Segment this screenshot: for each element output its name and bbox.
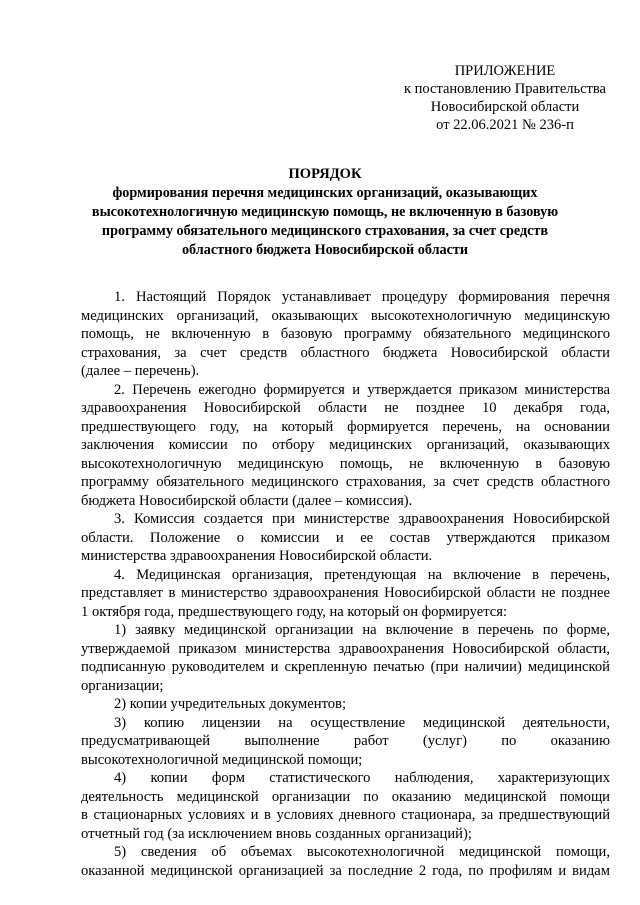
document-body (81, 288, 610, 880)
body-line: области. Положение о комиссии и ее состав утверждаются приказом (81, 529, 610, 546)
body-line: (далее – перечень). (81, 363, 200, 379)
title-line: высокотехнологичную медицинскую помощь, не включенную в базовую (91, 204, 559, 220)
appendix-decree: к постановлению Правительства (404, 81, 606, 97)
body-line: министерства здравоохранения Новосибирской области. (81, 548, 433, 564)
body-line: программу обязательного медицинского страхования, за счет средств областного (81, 474, 610, 490)
appendix-date-number: от 22.06.2021 № 236-п (436, 117, 574, 133)
body-line: здравоохранения Новосибирской области не позднее 10 декабря года, (81, 400, 610, 416)
body-line: заключения комиссии по отбору медицинских организаций, оказывающих (81, 437, 610, 453)
body-line: 5) сведения об объемах высокотехнологичной медицинской помощи, (114, 844, 610, 860)
body-line: 1) заявку медицинской организации на включение в перечень по форме, (114, 622, 610, 638)
body-line: высокотехнологичной медицинской помощи; (81, 751, 363, 768)
body-line: оказанной медицинской организацией за последние 2 года, по профилям и видам (81, 862, 610, 879)
body-line: подписанную руководителем и скрепленную печатью (при наличии) медицинской (81, 659, 610, 675)
body-line: 4. Медицинская организация, претендующая на включение в перечень, (114, 566, 610, 583)
body-line: в стационарных условиях и в условиях дневного стационара, за предшествующий (81, 807, 610, 823)
body-line: организации; (81, 677, 164, 694)
body-line: отчетный год (за исключением вновь созданных организаций); (81, 825, 472, 842)
body-line: высокотехнологичную медицинскую помощь, не включенную в базовую (81, 455, 610, 472)
body-line: 1. Настоящий Порядок устанавливает процедуру формирования перечня (114, 289, 610, 305)
body-line: бюджета Новосибирской области (далее – комиссия). (81, 492, 413, 509)
body-line: 2. Перечень ежегодно формируется и утверждается приказом министерства (114, 381, 610, 398)
appendix-region: Новосибирской области (430, 99, 580, 115)
body-line: предусматривающей выполнение работ (услуг) по оказанию (81, 733, 610, 749)
body-line: представляет в министерство здравоохранения Новосибирской области не позднее (81, 585, 610, 601)
body-line: помощь, не включенную в базовую программу обязательного медицинского (81, 326, 610, 342)
body-line: деятельность медицинской организации по оказанию медицинской помощи (81, 788, 610, 805)
title-line: областного бюджета Новосибирской области (181, 242, 469, 258)
body-line: 2) копии учредительных документов; (114, 696, 346, 712)
body-line: медицинских организаций, оказывающих высокотехнологичную медицинскую (81, 307, 610, 324)
title-line: формирования перечня медицинских организаций, оказывающих (112, 185, 538, 201)
body-line: 3. Комиссия создается при министерстве здравоохранения Новосибирской (114, 511, 610, 527)
body-line: предшествующего году, на который формируется перечень, на основании (81, 418, 610, 435)
appendix-block (380, 62, 630, 134)
body-line: 3) копию лицензии на осуществление медицинской деятельности, (114, 714, 610, 731)
body-line: утверждаемой приказом министерства здравоохранения Новосибирской области, (81, 640, 610, 657)
body-line: страхования, за счет средств областного бюджета Новосибирской области (81, 344, 610, 361)
document-title (60, 165, 590, 260)
title-line: программу обязательного медицинского страхования, за счет средств (101, 223, 549, 239)
title-heading: ПОРЯДОК (288, 166, 362, 182)
appendix-label: ПРИЛОЖЕНИЕ (454, 63, 556, 79)
body-line: 4) копии форм статистического наблюдения, характеризующих (114, 770, 610, 786)
body-line: 1 октября года, предшествующего году, на который он формируется: (81, 603, 508, 620)
